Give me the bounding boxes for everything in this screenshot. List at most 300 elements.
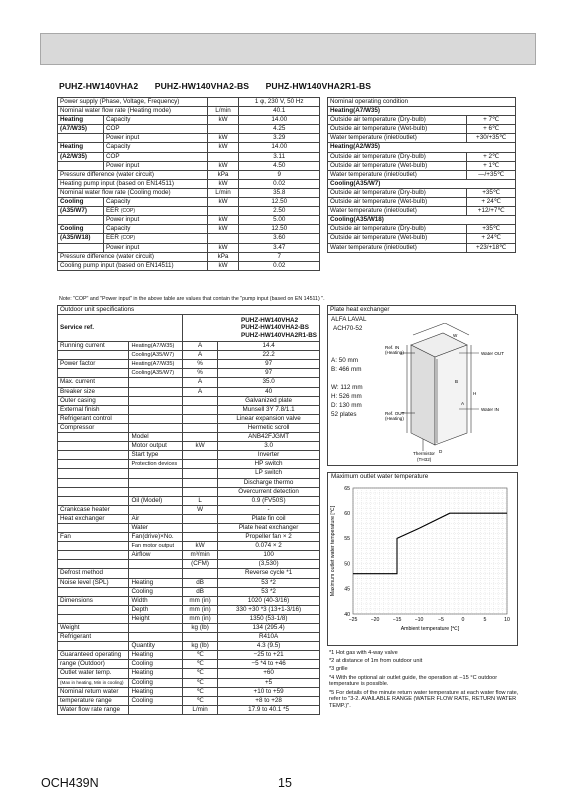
table-row — [58, 660, 320, 669]
row-label — [103, 207, 207, 216]
condition-value: +23/+18℃ — [467, 243, 516, 252]
row-value: 4.50 — [239, 161, 320, 170]
y-axis-label: Maximum outlet water temperature [℃] — [330, 505, 336, 597]
spec-unit — [183, 533, 218, 542]
spec-unit: A — [183, 342, 218, 351]
table-row — [58, 523, 320, 532]
plate-dim-w: W: 112 mm — [331, 384, 363, 391]
spec-value: Hermetic scroll — [218, 423, 320, 432]
table-row — [58, 423, 320, 432]
table-row — [58, 614, 320, 623]
spec-label: Running current — [58, 342, 129, 351]
table-row — [58, 405, 320, 414]
row-value: 9 — [239, 170, 320, 179]
table-row — [328, 234, 516, 243]
table-row — [58, 261, 320, 270]
spec-value: Inverter — [218, 451, 320, 460]
spec-value: Reverse cycle *1 — [218, 569, 320, 578]
row-value: 0.02 — [239, 179, 320, 188]
row-value: 3.47 — [239, 243, 320, 252]
spec-value: (3,530) — [218, 560, 320, 569]
water-out-label: Water OUT — [481, 351, 505, 356]
table-row — [58, 170, 320, 179]
performance-table — [57, 97, 320, 271]
spec-sublabel: Airflow — [129, 551, 183, 560]
spec-unit: L/min — [183, 705, 218, 714]
table-row — [58, 542, 320, 551]
condition-value: —/+35℃ — [467, 170, 516, 179]
spec-label: Defrost method — [58, 569, 129, 578]
table-row — [58, 514, 320, 523]
spec-label: Max. current — [58, 378, 129, 387]
spec-header: Outdoor unit specifications — [58, 306, 320, 315]
spec-value: Discharge thermo — [218, 478, 320, 487]
spec-value: R410A — [218, 633, 320, 642]
row-label: Heating pump input (based on EN14511) — [58, 179, 208, 188]
table-row — [58, 396, 320, 405]
row-label-sub: (COP) — [120, 208, 136, 215]
spec-unit: kW — [183, 542, 218, 551]
row-label: COP — [103, 125, 207, 134]
row-value: 7 — [239, 252, 320, 261]
header-banner — [40, 33, 536, 65]
spec-label: External finish — [58, 405, 129, 414]
row-unit: kW — [207, 198, 239, 207]
spec-sublabel: Heating — [129, 687, 183, 696]
spec-value: Plate fin coil — [218, 514, 320, 523]
spec-sublabel: Model — [129, 433, 183, 442]
table-row — [58, 642, 320, 651]
spec-value: Linear expansion valve — [218, 414, 320, 423]
table-row — [328, 125, 516, 134]
spec-value: - — [218, 505, 320, 514]
x-tick-label: 5 — [483, 617, 487, 623]
row-group: (A2/W35) — [58, 152, 104, 161]
y-tick-label: 40 — [344, 611, 350, 618]
row-group: Cooling — [58, 198, 104, 207]
row-unit: kW — [207, 225, 239, 234]
service-ref-model: PUHZ-HW140VHA2R1-BS — [241, 331, 317, 339]
table-row — [58, 487, 320, 496]
service-ref-values — [183, 315, 320, 342]
spec-label — [58, 351, 129, 360]
row-unit: kPa — [207, 170, 239, 179]
model-name: PUHZ-HW140VHA2-BS — [154, 81, 250, 91]
spec-unit: kg (lb) — [183, 642, 218, 651]
table-row — [58, 125, 320, 134]
spec-label: Compressor — [58, 423, 129, 432]
condition-value: + 7℃ — [467, 116, 516, 125]
spec-value: 40 — [218, 387, 320, 396]
spec-label: Crankcase heater — [58, 505, 129, 514]
condition-value: + 6℃ — [467, 125, 516, 134]
y-tick-label: 50 — [344, 561, 350, 568]
row-label: Power input — [103, 243, 207, 252]
row-value: 3.29 — [239, 134, 320, 143]
spec-sublabel — [129, 469, 183, 478]
footnote: *5 For details of the minute return water temperature at each water flow rate, refer to "3-2. AVAILABLE RANGE (WATER FLOW RATE, RETURN WATER TEMP.)". — [329, 689, 519, 709]
spec-label: Refrigerant control — [58, 414, 129, 423]
spec-sublabel: Heating — [129, 578, 183, 587]
table-row — [58, 496, 320, 505]
row-value: 40.1 — [239, 107, 320, 116]
spec-value: 53 *2 — [218, 578, 320, 587]
table-row — [58, 651, 320, 660]
spec-unit — [183, 414, 218, 423]
table-row — [58, 551, 320, 560]
row-group — [58, 161, 104, 170]
spec-value: Propeller fan × 2 — [218, 533, 320, 542]
row-label: Capacity — [103, 143, 207, 152]
condition-header: Nominal operating condition — [328, 98, 516, 107]
row-label: Power input — [103, 216, 207, 225]
spec-label: Nominal return water — [58, 687, 129, 696]
row-label-sub: (COP) — [120, 235, 136, 242]
spec-sublabel: Fan motor output — [129, 542, 183, 551]
spec-value: 97 — [218, 369, 320, 378]
spec-unit: A — [183, 387, 218, 396]
table-row — [58, 578, 320, 587]
condition-label: Outside air temperature (Dry-bulb) — [328, 188, 467, 197]
spec-value: 0.9 (FV50S) — [218, 496, 320, 505]
spec-value: −5 *4 to +46 — [218, 660, 320, 669]
spec-value: 35.0 — [218, 378, 320, 387]
condition-label: Outside air temperature (Dry-bulb) — [328, 152, 467, 161]
heating-label: (Heating) — [385, 350, 404, 355]
spec-label — [58, 369, 129, 378]
y-tick-label: 60 — [344, 511, 350, 517]
water-in-label: Water IN — [481, 407, 499, 412]
spec-label — [58, 487, 129, 496]
footnote: *2 at distance of 1m from outdoor unit — [329, 658, 423, 665]
spec-label: Refrigerant — [58, 633, 129, 642]
row-value: 0.02 — [239, 261, 320, 270]
spec-sublabel: Oil (Model) — [129, 496, 183, 505]
spec-sublabel: Cooling — [129, 660, 183, 669]
spec-unit — [183, 423, 218, 432]
table-row — [328, 225, 516, 234]
table-row — [328, 243, 516, 252]
spec-sublabel: Cooling(A35/W7) — [129, 351, 183, 360]
model-name: PUHZ-HW140VHA2 — [59, 81, 139, 91]
spec-unit: m³/min — [183, 551, 218, 560]
spec-unit — [183, 405, 218, 414]
spec-unit: ℃ — [183, 687, 218, 696]
row-group — [58, 243, 104, 252]
plate-maker: ALFA LAVAL — [331, 316, 367, 323]
spec-unit: dB — [183, 587, 218, 596]
spec-label — [58, 614, 129, 623]
row-value: 5.00 — [239, 216, 320, 225]
row-unit: L/min — [207, 107, 239, 116]
condition-label: Outside air temperature (Dry-bulb) — [328, 225, 467, 234]
document-code: OCH439N — [41, 776, 99, 790]
spec-value: 1020 (40-3/16) — [218, 596, 320, 605]
spec-label: Dimensions — [58, 596, 129, 605]
spec-value: +60 — [218, 669, 320, 678]
plate-heat-exchanger-box — [327, 314, 518, 466]
table-row — [328, 107, 516, 116]
spec-unit: (CFM) — [183, 560, 218, 569]
table-row — [58, 360, 320, 369]
table-row — [58, 560, 320, 569]
spec-unit: mm (in) — [183, 614, 218, 623]
spec-unit: ℃ — [183, 678, 218, 687]
table-row — [328, 161, 516, 170]
row-group — [58, 216, 104, 225]
spec-unit: % — [183, 369, 218, 378]
spec-sublabel — [129, 387, 183, 396]
row-label: Capacity — [103, 198, 207, 207]
plate-count: 52 plates — [331, 411, 357, 418]
row-group: (A35/W7) — [58, 207, 104, 216]
row-value: 35.8 — [239, 188, 320, 197]
spec-label — [58, 433, 129, 442]
spec-sublabel: Motor output — [129, 442, 183, 451]
condition-label: Water temperature (inlet/outlet) — [328, 243, 467, 252]
row-value: 3.11 — [239, 152, 320, 161]
spec-value: 1350 (53-1/8) — [218, 614, 320, 623]
condition-label: Outside air temperature (Wet-bulb) — [328, 198, 467, 207]
table-row — [328, 207, 516, 216]
spec-unit: A — [183, 378, 218, 387]
table-cell — [207, 98, 239, 107]
table-row — [58, 152, 320, 161]
spec-label: Fan — [58, 533, 129, 542]
spec-unit: ℃ — [183, 660, 218, 669]
thermistor-id: (TH32) — [417, 457, 432, 462]
spec-value: +5 — [218, 678, 320, 687]
spec-unit: % — [183, 360, 218, 369]
spec-label: Noise level (SPL) — [58, 578, 129, 587]
x-tick-label: −20 — [370, 617, 380, 623]
spec-sublabel: Cooling — [129, 696, 183, 705]
spec-sublabel — [129, 633, 183, 642]
table-row — [58, 243, 320, 252]
table-row — [58, 315, 320, 342]
row-value: 12.50 — [239, 225, 320, 234]
condition-label: Outside air temperature (Dry-bulb) — [328, 116, 467, 125]
chart-title: Maximum outlet water temperature — [331, 473, 429, 480]
plate-dim-d: D: 130 mm — [331, 402, 362, 409]
row-label: COP — [103, 152, 207, 161]
spec-sublabel: Fan(drive)×No. — [129, 533, 183, 542]
table-row — [58, 696, 320, 705]
table-row — [328, 170, 516, 179]
spec-label — [58, 451, 129, 460]
spec-sublabel — [129, 414, 183, 423]
spec-label: Heat exchanger — [58, 514, 129, 523]
row-label: Power input — [103, 134, 207, 143]
dim-d-marker: D — [439, 449, 443, 454]
plate-dim-h: H: 526 mm — [331, 393, 362, 400]
x-tick-label: 10 — [504, 617, 510, 623]
table-row — [58, 116, 320, 125]
table-row — [58, 387, 320, 396]
spec-value: Plate heat exchanger — [218, 523, 320, 532]
table-row — [58, 469, 320, 478]
spec-value: 100 — [218, 551, 320, 560]
row-value: 14.00 — [239, 116, 320, 125]
row-unit: L/min — [207, 188, 239, 197]
spec-value: 4.3 (9.5) — [218, 642, 320, 651]
spec-label — [58, 469, 129, 478]
spec-unit: kW — [183, 442, 218, 451]
spec-sublabel — [129, 624, 183, 633]
model-name: PUHZ-HW140VHA2R1-BS — [265, 81, 372, 91]
table-row — [58, 234, 320, 243]
spec-sublabel: Cooling — [129, 587, 183, 596]
outdoor-spec-table — [57, 305, 320, 715]
spec-sublabel: Air — [129, 514, 183, 523]
spec-label: Breaker size — [58, 387, 129, 396]
condition-group-title: Heating(A7/W35) — [328, 107, 516, 116]
spec-label: Guaranteed operating — [58, 651, 129, 660]
spec-unit: mm (in) — [183, 596, 218, 605]
row-label: Cooling pump input (based on EN14511) — [58, 261, 208, 270]
condition-label: Outside air temperature (Wet-bulb) — [328, 234, 467, 243]
x-tick-label: −25 — [348, 617, 358, 623]
dim-a-marker: A — [461, 401, 465, 406]
table-row — [58, 369, 320, 378]
spec-sublabel: Water — [129, 523, 183, 532]
spec-label: (Max in heating, Min in cooling) — [58, 678, 129, 687]
spec-value: 14.4 — [218, 342, 320, 351]
table-row — [58, 633, 320, 642]
x-axis-label: Ambient temperature [℃] — [400, 626, 460, 632]
row-label: Nominal water flow rate (Cooling mode) — [58, 188, 208, 197]
table-row — [58, 188, 320, 197]
spec-sublabel: Cooling — [129, 678, 183, 687]
spec-sublabel — [129, 487, 183, 496]
table-row — [58, 414, 320, 423]
table-row — [328, 134, 516, 143]
row-group — [58, 134, 104, 143]
spec-value: ANB42FJGMT — [218, 433, 320, 442]
spec-label: Power factor — [58, 360, 129, 369]
spec-unit — [183, 514, 218, 523]
pump-note: Note: "COP" and "Power input" in the above table are values that contain the "pump input (based on EN 14511) ". — [59, 296, 325, 302]
spec-sublabel — [129, 560, 183, 569]
dim-h-marker: H — [473, 391, 477, 396]
condition-value: + 1℃ — [467, 161, 516, 170]
row-group: Heating — [58, 116, 104, 125]
table-row — [328, 143, 516, 152]
table-row — [58, 687, 320, 696]
spec-unit — [183, 478, 218, 487]
row-label: Capacity — [103, 116, 207, 125]
spec-label — [58, 523, 129, 532]
row-unit — [207, 152, 239, 161]
spec-sublabel: Quantity — [129, 642, 183, 651]
condition-label: Outside air temperature (Wet-bulb) — [328, 161, 467, 170]
condition-label: Water temperature (inlet/outlet) — [328, 170, 467, 179]
condition-label: Outside air temperature (Wet-bulb) — [328, 125, 467, 134]
spec-value: Munsell 3Y 7.8/1.1 — [218, 405, 320, 414]
condition-group-title: Cooling(A35/W7) — [328, 179, 516, 188]
spec-value: HP switch — [218, 460, 320, 469]
spec-unit: W — [183, 505, 218, 514]
table-row — [58, 198, 320, 207]
spec-unit: ℃ — [183, 696, 218, 705]
spec-label — [58, 560, 129, 569]
spec-value: LP switch — [218, 469, 320, 478]
spec-label: Water flow rate range — [58, 705, 129, 714]
row-unit: kW — [207, 261, 239, 270]
spec-value: 134 (295.4) — [218, 624, 320, 633]
y-tick-label: 65 — [344, 485, 350, 492]
spec-sublabel — [129, 405, 183, 414]
spec-sublabel: Cooling(A35/W7) — [129, 369, 183, 378]
row-label: Pressure difference (water circuit) — [58, 252, 208, 261]
x-tick-label: −10 — [414, 617, 424, 623]
row-unit: kW — [207, 179, 239, 188]
spec-value: 22.2 — [218, 351, 320, 360]
row-value: 1 φ, 230 V, 50 Hz — [239, 98, 320, 107]
table-row — [58, 569, 320, 578]
spec-sublabel: Heating — [129, 651, 183, 660]
table-row — [58, 179, 320, 188]
table-row — [58, 442, 320, 451]
row-unit: kW — [207, 116, 239, 125]
service-ref-label: Service ref. — [58, 315, 183, 342]
y-tick-label: 55 — [344, 536, 350, 543]
plate-exchanger-drawing — [383, 323, 515, 463]
spec-unit — [183, 569, 218, 578]
spec-sublabel — [129, 705, 183, 714]
spec-unit: dB — [183, 578, 218, 587]
row-label-text: EER — [105, 234, 119, 242]
table-row — [328, 198, 516, 207]
spec-label: Outer casing — [58, 396, 129, 405]
spec-value: 97 — [218, 360, 320, 369]
row-label: Power supply (Phase, Voltage, Frequency) — [58, 98, 208, 107]
spec-label — [58, 542, 129, 551]
spec-label — [58, 605, 129, 614]
spec-label: Weight — [58, 624, 129, 633]
table-row — [58, 478, 320, 487]
table-row — [58, 134, 320, 143]
table-row — [58, 678, 320, 687]
plate-model: ACH70-52 — [333, 325, 363, 332]
table-row — [58, 342, 320, 351]
condition-label: Water temperature (inlet/outlet) — [328, 134, 467, 143]
spec-label: Outlet water temp. — [58, 669, 129, 678]
table-row — [58, 451, 320, 460]
spec-sublabel: Protection devices — [129, 460, 183, 469]
thermistor-label: Thermistor — [413, 451, 435, 456]
spec-unit: mm (in) — [183, 605, 218, 614]
dim-b-marker: B — [455, 379, 459, 384]
spec-unit: L — [183, 496, 218, 505]
ref-in-label: Ref. IN — [385, 345, 400, 350]
spec-label — [58, 642, 129, 651]
y-tick-label: 45 — [344, 586, 350, 593]
spec-sublabel: Heating(A7/W35) — [129, 360, 183, 369]
condition-group-title: Cooling(A35/W18) — [328, 216, 516, 225]
row-label: Pressure difference (water circuit) — [58, 170, 208, 179]
spec-unit — [183, 523, 218, 532]
spec-value: Galvanized plate — [218, 396, 320, 405]
condition-label: Water temperature (inlet/outlet) — [328, 207, 467, 216]
table-row — [58, 378, 320, 387]
row-value: 3.60 — [239, 234, 320, 243]
row-value: 4.25 — [239, 125, 320, 134]
plate-header: Plate heat exchanger — [328, 306, 516, 315]
table-row — [328, 188, 516, 197]
condition-value: +30/+35℃ — [467, 134, 516, 143]
row-label: Capacity — [103, 225, 207, 234]
